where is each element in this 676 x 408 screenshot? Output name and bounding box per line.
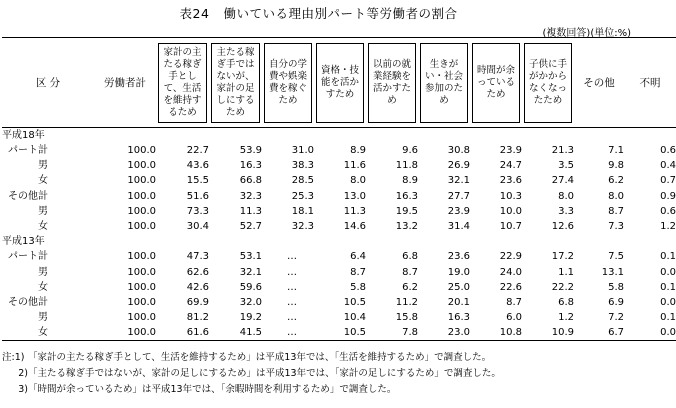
table-title-text: 働いている理由別パート等労働者の割合 xyxy=(223,6,458,21)
footnote xyxy=(2,382,501,398)
table-cell: 61.6 xyxy=(156,325,209,341)
table-title xyxy=(0,4,637,22)
table-cell: 0.9 xyxy=(660,190,676,202)
table-cell xyxy=(314,128,366,144)
table-row xyxy=(2,325,676,341)
table-cell: 9.8 xyxy=(608,160,624,172)
header-reason-1 xyxy=(156,38,209,128)
table-cell: 100.0 xyxy=(127,160,156,172)
table-cell: 11.2 xyxy=(395,296,418,308)
table-cell: 100.0 xyxy=(127,190,156,202)
row-label: 女 xyxy=(38,175,48,187)
footnote-number: 3) xyxy=(18,384,28,395)
table-cell xyxy=(574,234,624,249)
table-cell: 7.5 xyxy=(608,251,624,263)
header-reason-4 xyxy=(314,38,366,128)
table-cell xyxy=(94,234,156,249)
row-label: 男 xyxy=(38,312,48,324)
footnote xyxy=(2,350,501,366)
table-cell: 6.8 xyxy=(558,296,574,308)
table-row xyxy=(2,280,676,295)
table-cell: 8.7 xyxy=(506,296,522,308)
footnote-number: 注:1) xyxy=(2,352,25,363)
table-cell: 6.0 xyxy=(506,312,522,324)
table-cell: 8.7 xyxy=(608,205,624,217)
table-cell: 100.0 xyxy=(127,175,156,187)
table-cell xyxy=(366,128,418,144)
table-cell: 6.9 xyxy=(608,296,624,308)
table-cell: 13.2 xyxy=(395,221,418,233)
table-cell: 32.1 xyxy=(239,266,262,278)
table-row xyxy=(2,310,676,325)
table-row xyxy=(2,189,676,204)
table-cell: 5.8 xyxy=(350,281,366,293)
table-cell: 10.0 xyxy=(499,205,522,217)
table-cell: 47.3 xyxy=(186,251,209,263)
table-cell: 3.5 xyxy=(558,160,574,172)
table-cell: 100.0 xyxy=(94,325,156,341)
header-label: 主たる稼ぎ手ではないが、家計の足しにするため xyxy=(211,43,260,123)
table-cell: 11.6 xyxy=(343,160,366,172)
table-cell: 24.7 xyxy=(499,160,522,172)
table-cell: 25.0 xyxy=(447,281,470,293)
table-cell xyxy=(94,128,156,144)
table-cell xyxy=(522,128,574,144)
table-cell: 10.7 xyxy=(499,221,522,233)
table-cell: 0.1 xyxy=(660,251,676,263)
row-label: 男 xyxy=(38,266,48,278)
table-cell: 0.0 xyxy=(660,296,676,308)
table-body xyxy=(2,128,676,341)
table-cell: 1.1 xyxy=(558,266,574,278)
table-cell: 1.2 xyxy=(660,221,676,233)
header-reason-3 xyxy=(262,38,314,128)
table-cell: 22.7 xyxy=(186,145,209,157)
table-cell: 10.4 xyxy=(343,312,366,324)
table-cell xyxy=(156,128,209,144)
table-cell: 100.0 xyxy=(127,281,156,293)
table-cell: 62.6 xyxy=(186,266,209,278)
header-reason-2 xyxy=(209,38,262,128)
row-label: 女 xyxy=(38,221,48,233)
table-cell: 52.7 xyxy=(239,221,262,233)
table-cell: 31.4 xyxy=(447,221,470,233)
table-cell: 11.3 xyxy=(343,205,366,217)
table-cell: 0.0 xyxy=(624,325,676,341)
footnote-number: 2) xyxy=(18,368,28,379)
row-label: 女 xyxy=(2,325,94,341)
table-cell: 22.6 xyxy=(499,281,522,293)
table-cell: 38.3 xyxy=(291,160,314,172)
table-cell xyxy=(209,234,262,249)
table-cell: 28.5 xyxy=(291,175,314,187)
table-cell: 100.0 xyxy=(127,145,156,157)
header-label: 自分の学費や娯楽費を稼ぐため xyxy=(264,43,312,123)
row-label: 平成18年 xyxy=(2,130,45,141)
header-reason-6 xyxy=(418,38,470,128)
header-label: 資格・技能を活かすため xyxy=(316,43,364,123)
table-cell xyxy=(262,234,314,249)
table-cell xyxy=(156,234,209,249)
table-cell: 6.4 xyxy=(350,251,366,263)
table-cell: 20.1 xyxy=(447,296,470,308)
table-row xyxy=(2,219,676,234)
table-cell: 32.0 xyxy=(239,296,262,308)
table-row xyxy=(2,173,676,188)
table-cell xyxy=(624,234,676,249)
row-label: 女 xyxy=(38,281,48,293)
year-row xyxy=(2,234,676,249)
table-cell xyxy=(624,128,676,144)
header-label: 生きがい・社会参加のため xyxy=(420,43,468,123)
table-cell: 100.0 xyxy=(127,221,156,233)
table-cell: 0.1 xyxy=(660,312,676,324)
table-cell: 11.3 xyxy=(239,205,262,217)
table-cell xyxy=(418,128,470,144)
table-cell: 32.3 xyxy=(291,221,314,233)
table-cell xyxy=(522,234,574,249)
table-number: 表24 xyxy=(179,6,210,21)
table-cell: 66.8 xyxy=(239,175,262,187)
footnote-text: 「時間が余っているため」は平成13年では、「余暇時間を利用するため」で調査した。 xyxy=(28,384,397,395)
table-cell: 8.0 xyxy=(608,190,624,202)
table-cell: 8.9 xyxy=(350,145,366,157)
table-cell: 43.6 xyxy=(186,160,209,172)
table-cell: 0.4 xyxy=(660,160,676,172)
table-cell: … xyxy=(287,312,297,324)
header-reason-7 xyxy=(470,38,522,128)
table-cell: 25.3 xyxy=(291,190,314,202)
table-cell: 19.2 xyxy=(239,312,262,324)
table-cell: 30.4 xyxy=(186,221,209,233)
table-cell: 100.0 xyxy=(127,296,156,308)
table-row xyxy=(2,204,676,219)
header-category: 区 分 xyxy=(2,38,94,128)
header-total: 労働者計 xyxy=(94,38,156,128)
table-cell: 19.0 xyxy=(447,266,470,278)
table-cell: 17.2 xyxy=(551,251,574,263)
table-cell: 0.6 xyxy=(660,205,676,217)
table-cell: 22.9 xyxy=(499,251,522,263)
table-row xyxy=(2,295,676,310)
table-cell: 42.6 xyxy=(186,281,209,293)
row-label: パート計 xyxy=(8,251,48,263)
row-label: その他計 xyxy=(8,296,48,308)
table-cell: 22.2 xyxy=(551,281,574,293)
table-cell: 23.6 xyxy=(499,175,522,187)
table-cell: 100.0 xyxy=(127,251,156,263)
header-row xyxy=(2,38,676,128)
table-cell: 23.6 xyxy=(447,251,470,263)
table-cell xyxy=(418,234,470,249)
header-reason-5 xyxy=(366,38,418,128)
row-label: パート計 xyxy=(8,145,48,157)
row-label: 男 xyxy=(38,160,48,172)
table-cell: 23.9 xyxy=(499,145,522,157)
table-cell: 0.7 xyxy=(660,175,676,187)
footnotes xyxy=(2,350,501,398)
table-cell: … xyxy=(262,325,314,341)
table-cell: 6.2 xyxy=(608,175,624,187)
table-cell: 23.9 xyxy=(447,205,470,217)
table-cell: 32.3 xyxy=(239,190,262,202)
table-cell: 6.8 xyxy=(402,251,418,263)
table-cell: 8.0 xyxy=(350,175,366,187)
table-cell: 26.9 xyxy=(447,160,470,172)
table-cell: 81.2 xyxy=(186,312,209,324)
table-cell xyxy=(470,234,522,249)
table-cell xyxy=(470,128,522,144)
table-cell: 15.5 xyxy=(186,175,209,187)
table-cell: 10.5 xyxy=(343,296,366,308)
table-cell: 31.0 xyxy=(291,145,314,157)
table-cell: 8.7 xyxy=(350,266,366,278)
year-row xyxy=(2,128,676,144)
table-cell xyxy=(314,234,366,249)
table-cell: 100.0 xyxy=(127,205,156,217)
header-label: 家計の主たる稼ぎ手として、生活を維持するため xyxy=(158,43,207,123)
table-cell: 11.8 xyxy=(395,160,418,172)
table-cell: 7.2 xyxy=(608,312,624,324)
table-row xyxy=(2,143,676,158)
table-row xyxy=(2,158,676,173)
table-cell: 12.6 xyxy=(551,221,574,233)
table-cell: … xyxy=(287,281,297,293)
table-cell: 13.1 xyxy=(601,266,624,278)
footnote xyxy=(2,366,501,382)
table-cell: 7.3 xyxy=(608,221,624,233)
table-cell: … xyxy=(287,296,297,308)
table-cell: 5.8 xyxy=(608,281,624,293)
unit-note: (複数回答)(単位:%) xyxy=(542,28,631,39)
table-cell: 7.8 xyxy=(366,325,418,341)
table-cell: 27.4 xyxy=(551,175,574,187)
table-row xyxy=(2,249,676,264)
table-cell: 0.0 xyxy=(660,266,676,278)
table-cell: 8.9 xyxy=(402,175,418,187)
table-cell: 24.0 xyxy=(499,266,522,278)
table-cell: 8.0 xyxy=(558,190,574,202)
table-cell: 19.5 xyxy=(395,205,418,217)
table-cell: 16.3 xyxy=(447,312,470,324)
table-cell: 100.0 xyxy=(127,312,156,324)
table-cell: 41.5 xyxy=(209,325,262,341)
table-cell: 3.3 xyxy=(558,205,574,217)
table-cell: 15.8 xyxy=(395,312,418,324)
row-label: その他計 xyxy=(8,190,48,202)
table-cell: 13.0 xyxy=(343,190,366,202)
table-cell: … xyxy=(287,266,297,278)
table-cell: 53.1 xyxy=(239,251,262,263)
header-reason-8 xyxy=(522,38,574,128)
table-cell: 73.3 xyxy=(186,205,209,217)
table-cell: 59.6 xyxy=(239,281,262,293)
table-row xyxy=(2,265,676,280)
table-cell: 0.1 xyxy=(660,281,676,293)
table-cell: 100.0 xyxy=(127,266,156,278)
table-cell: 6.2 xyxy=(402,281,418,293)
table-cell: 10.9 xyxy=(522,325,574,341)
table-cell: 9.6 xyxy=(402,145,418,157)
table-cell: … xyxy=(287,251,297,263)
footnote-text: 「主たる稼ぎ手ではないが、家計の足しにするため」は平成13年では、「家計の足しにするため」で調査した。 xyxy=(28,368,501,379)
table-cell: 30.8 xyxy=(447,145,470,157)
table-cell xyxy=(262,128,314,144)
table-cell xyxy=(209,128,262,144)
header-reason-10: 不明 xyxy=(624,38,676,128)
table-cell: 7.1 xyxy=(608,145,624,157)
header-reason-9: その他 xyxy=(574,38,624,128)
table-cell: 8.7 xyxy=(402,266,418,278)
table-cell: 1.2 xyxy=(558,312,574,324)
table-cell xyxy=(366,234,418,249)
header-label: 時間が余っているため xyxy=(472,43,520,123)
table-cell: 32.1 xyxy=(447,175,470,187)
table-cell: 10.3 xyxy=(499,190,522,202)
row-label: 平成13年 xyxy=(2,236,45,248)
table-cell: 51.6 xyxy=(186,190,209,202)
table-cell: 16.3 xyxy=(395,190,418,202)
table-cell: 10.8 xyxy=(470,325,522,341)
row-label: 男 xyxy=(38,205,48,217)
table-cell: 21.3 xyxy=(551,145,574,157)
table-cell xyxy=(574,128,624,144)
table-cell: 6.7 xyxy=(574,325,624,341)
header-label: 子供に手がかからなくなったため xyxy=(524,43,572,123)
footnote-text: 「家計の主たる稼ぎ手として、生活を維持するため」は平成13年では、「生活を維持するため」で調査した。 xyxy=(28,352,492,363)
table-cell: 16.3 xyxy=(239,160,262,172)
table-cell: 18.1 xyxy=(291,205,314,217)
table-cell: 69.9 xyxy=(186,296,209,308)
header-label: 以前の就業経験を活かすため xyxy=(368,43,416,123)
table-cell: 53.9 xyxy=(239,145,262,157)
table-cell: 23.0 xyxy=(418,325,470,341)
table-cell: 0.6 xyxy=(660,145,676,157)
table-cell: 14.6 xyxy=(343,221,366,233)
table-cell: 27.7 xyxy=(447,190,470,202)
table-cell: 10.5 xyxy=(314,325,366,341)
statistics-table xyxy=(2,37,676,341)
